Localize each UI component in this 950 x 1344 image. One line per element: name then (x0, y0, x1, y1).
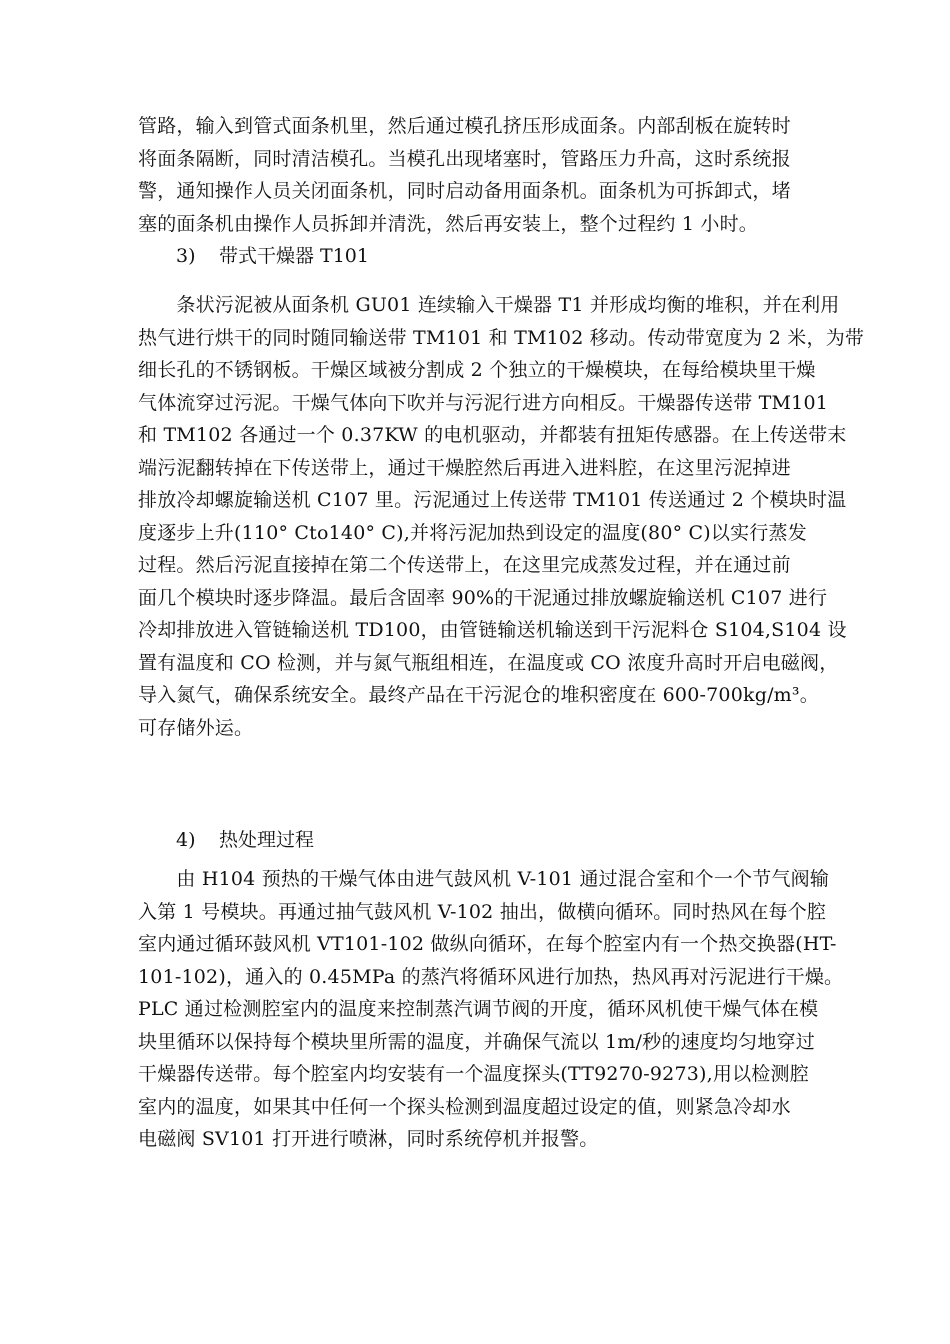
paragraph-line: 条状污泥被从面条机 GU01 连续输入干燥器 T1 并形成均衡的堆积，并在利用 (138, 294, 840, 316)
paragraph-line: PLC 通过检测腔室内的温度来控制蒸汽调节阀的开度，循环风机使干燥气体在模 (138, 998, 819, 1020)
paragraph-line: 细长孔的不锈钢板。干燥区域被分割成 2 个独立的干燥模块，在每给模块里干燥 (138, 359, 816, 381)
section-title: 热处理过程 (219, 829, 315, 851)
paragraph-line: 可存储外运。 (138, 716, 254, 739)
paragraph-line: 入第 1 号模块。再通过抽气鼓风机 V-102 抽出，做横向循环。同时热风在每个腔 (138, 900, 827, 923)
paragraph-belt-dryer (138, 289, 865, 744)
section-number: 3) (176, 245, 196, 267)
paragraph-line: 面几个模块时逐步降温。最后含固率 90%的干泥通过排放螺旋输送机 C107 进行 (138, 586, 828, 609)
paragraph-heat-treatment (138, 863, 844, 1156)
section-title: 带式干燥器 T101 (219, 245, 369, 267)
section-number: 4) (176, 829, 196, 851)
paragraph-line: 电磁阀 SV101 打开进行喷淋，同时系统停机并报警。 (138, 1128, 599, 1150)
paragraph-line: 度逐步上升(110° Cto140° C),并将污泥加热到设定的温度(80° C)以实行蒸发 (138, 521, 807, 544)
section-heading-heat-treatment (176, 824, 314, 857)
paragraph-line: 导入氮气，确保系统安全。最终产品在干污泥仓的堆积密度在 600-700kg/m³。 (138, 684, 819, 706)
paragraph-line: 排放冷却螺旋输送机 C107 里。污泥通过上传送带 TM101 传送通过 2 个模块时温 (138, 489, 847, 511)
paragraph-line: 冷却排放进入管链输送机 TD100，由管链输送机输送到干污泥料仓 S104,S104 设 (138, 619, 847, 641)
paragraph-line: 和 TM102 各通过一个 0.37KW 的电机驱动，并都装有扭矩传感器。在上传送带末 (138, 424, 847, 446)
paragraph-line: 警，通知操作人员关闭面条机，同时启动备用面条机。面条机为可拆卸式，堵 (138, 180, 791, 202)
paragraph-line: 块里循环以保持每个模块里所需的温度，并确保气流以 1m/秒的速度均匀地穿过 (138, 1030, 815, 1053)
paragraph-line: 热气进行烘干的同时随同输送带 TM101 和 TM102 移动。传动带宽度为 2 米，为带 (138, 326, 865, 349)
paragraph-line: 室内的温度，如果其中任何一个探头检测到温度超过设定的值，则紧急冷却水 (138, 1095, 791, 1118)
paragraph-line: 室内通过循环鼓风机 VT101-102 做纵向循环，在每个腔室内有一个热交换器(HT- (138, 933, 837, 955)
paragraph-line: 管路，输入到管式面条机里，然后通过模孔挤压形成面条。内部刮板在旋转时 (138, 115, 791, 137)
paragraph-line: 端污泥翻转掉在下传送带上，通过干燥腔然后再进入进料腔，在这里污泥掉进 (138, 456, 791, 479)
paragraph-line: 将面条隔断，同时清洁模孔。当模孔出现堵塞时，管路压力升高，这时系统报 (138, 147, 791, 170)
paragraph-line: 过程。然后污泥直接掉在第二个传送带上，在这里完成蒸发过程，并在通过前 (138, 554, 791, 576)
paragraph-line: 气体流穿过污泥。干燥气体向下吹并与污泥行进方向相反。干燥器传送带 TM101 (138, 391, 829, 414)
paragraph-line: 干燥器传送带。每个腔室内均安装有一个温度探头(TT9270-9273),用以检测腔 (138, 1063, 809, 1085)
section-heading-belt-dryer (176, 240, 369, 273)
paragraph-line: 置有温度和 CO 检测，并与氮气瓶组相连，在温度或 CO 浓度升高时开启电磁阀， (138, 651, 839, 674)
paragraph-noodle-machine (138, 110, 828, 240)
paragraph-line: 101-102)，通入的 0.45MPa 的蒸汽将循环风进行加热，热风再对污泥进行干燥。 (138, 965, 844, 988)
paragraph-line: 由 H104 预热的干燥气体由进气鼓风机 V-101 通过混合室和个一个节气阀输 (138, 868, 830, 890)
paragraph-line: 塞的面条机由操作人员拆卸并清洗，然后再安装上，整个过程约 1 小时。 (138, 212, 758, 235)
